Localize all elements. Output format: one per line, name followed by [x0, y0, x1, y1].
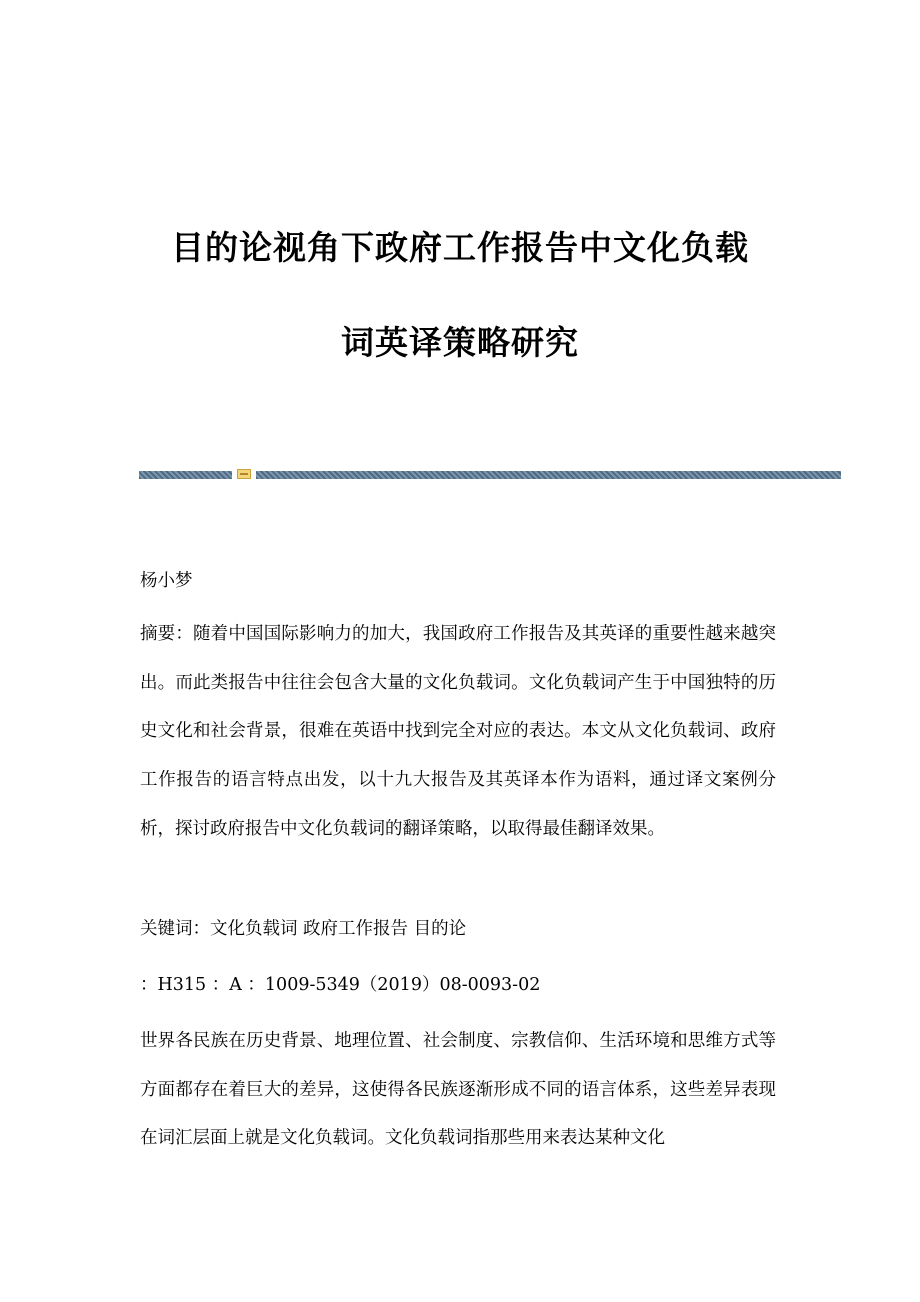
page-title-line-2: 词英译策略研究 [341, 323, 579, 362]
keywords-line: 关键词：文化负载词 政府工作报告 目的论 [140, 919, 467, 939]
author-name: 杨小梦 [140, 571, 193, 591]
body-paragraph: 世界各民族在历史背景、地理位置、社会制度、宗教信仰、生活环境和思维方式等方面都存在着巨大的差异，这使得各民族逐渐形成不同的语言体系，这些差异表现在词汇层面上就是文化负载词。文化负载词指那些用来表达某种文化 [140, 1031, 776, 1149]
abstract-paragraph: 摘要：随着中国国际影响力的加大，我国政府工作报告及其英译的重要性越来越突出。而此类报告中往往会包含大量的文化负载词。文化负载词产生于中国独特的历史文化和社会背景，很难在英语中找到完全对应的表达。本文从文化负载词、政府工作报告的语言特点出发，以十九大报告及其英译本作为语料，通过译文案例分析，探讨政府报告中文化负载词的翻译策略，以取得最佳翻译效果。 [140, 624, 776, 839]
decorative-divider [139, 468, 841, 482]
page-title-line-1: 目的论视角下政府工作报告中文化负载 [171, 228, 749, 267]
divider-bar-left [139, 471, 232, 479]
classification-line: ：H315 ：A ：1009-5349（2019）08-0093-02 [140, 975, 541, 995]
divider-ornament-icon [237, 469, 251, 479]
divider-bar-right [256, 471, 841, 479]
